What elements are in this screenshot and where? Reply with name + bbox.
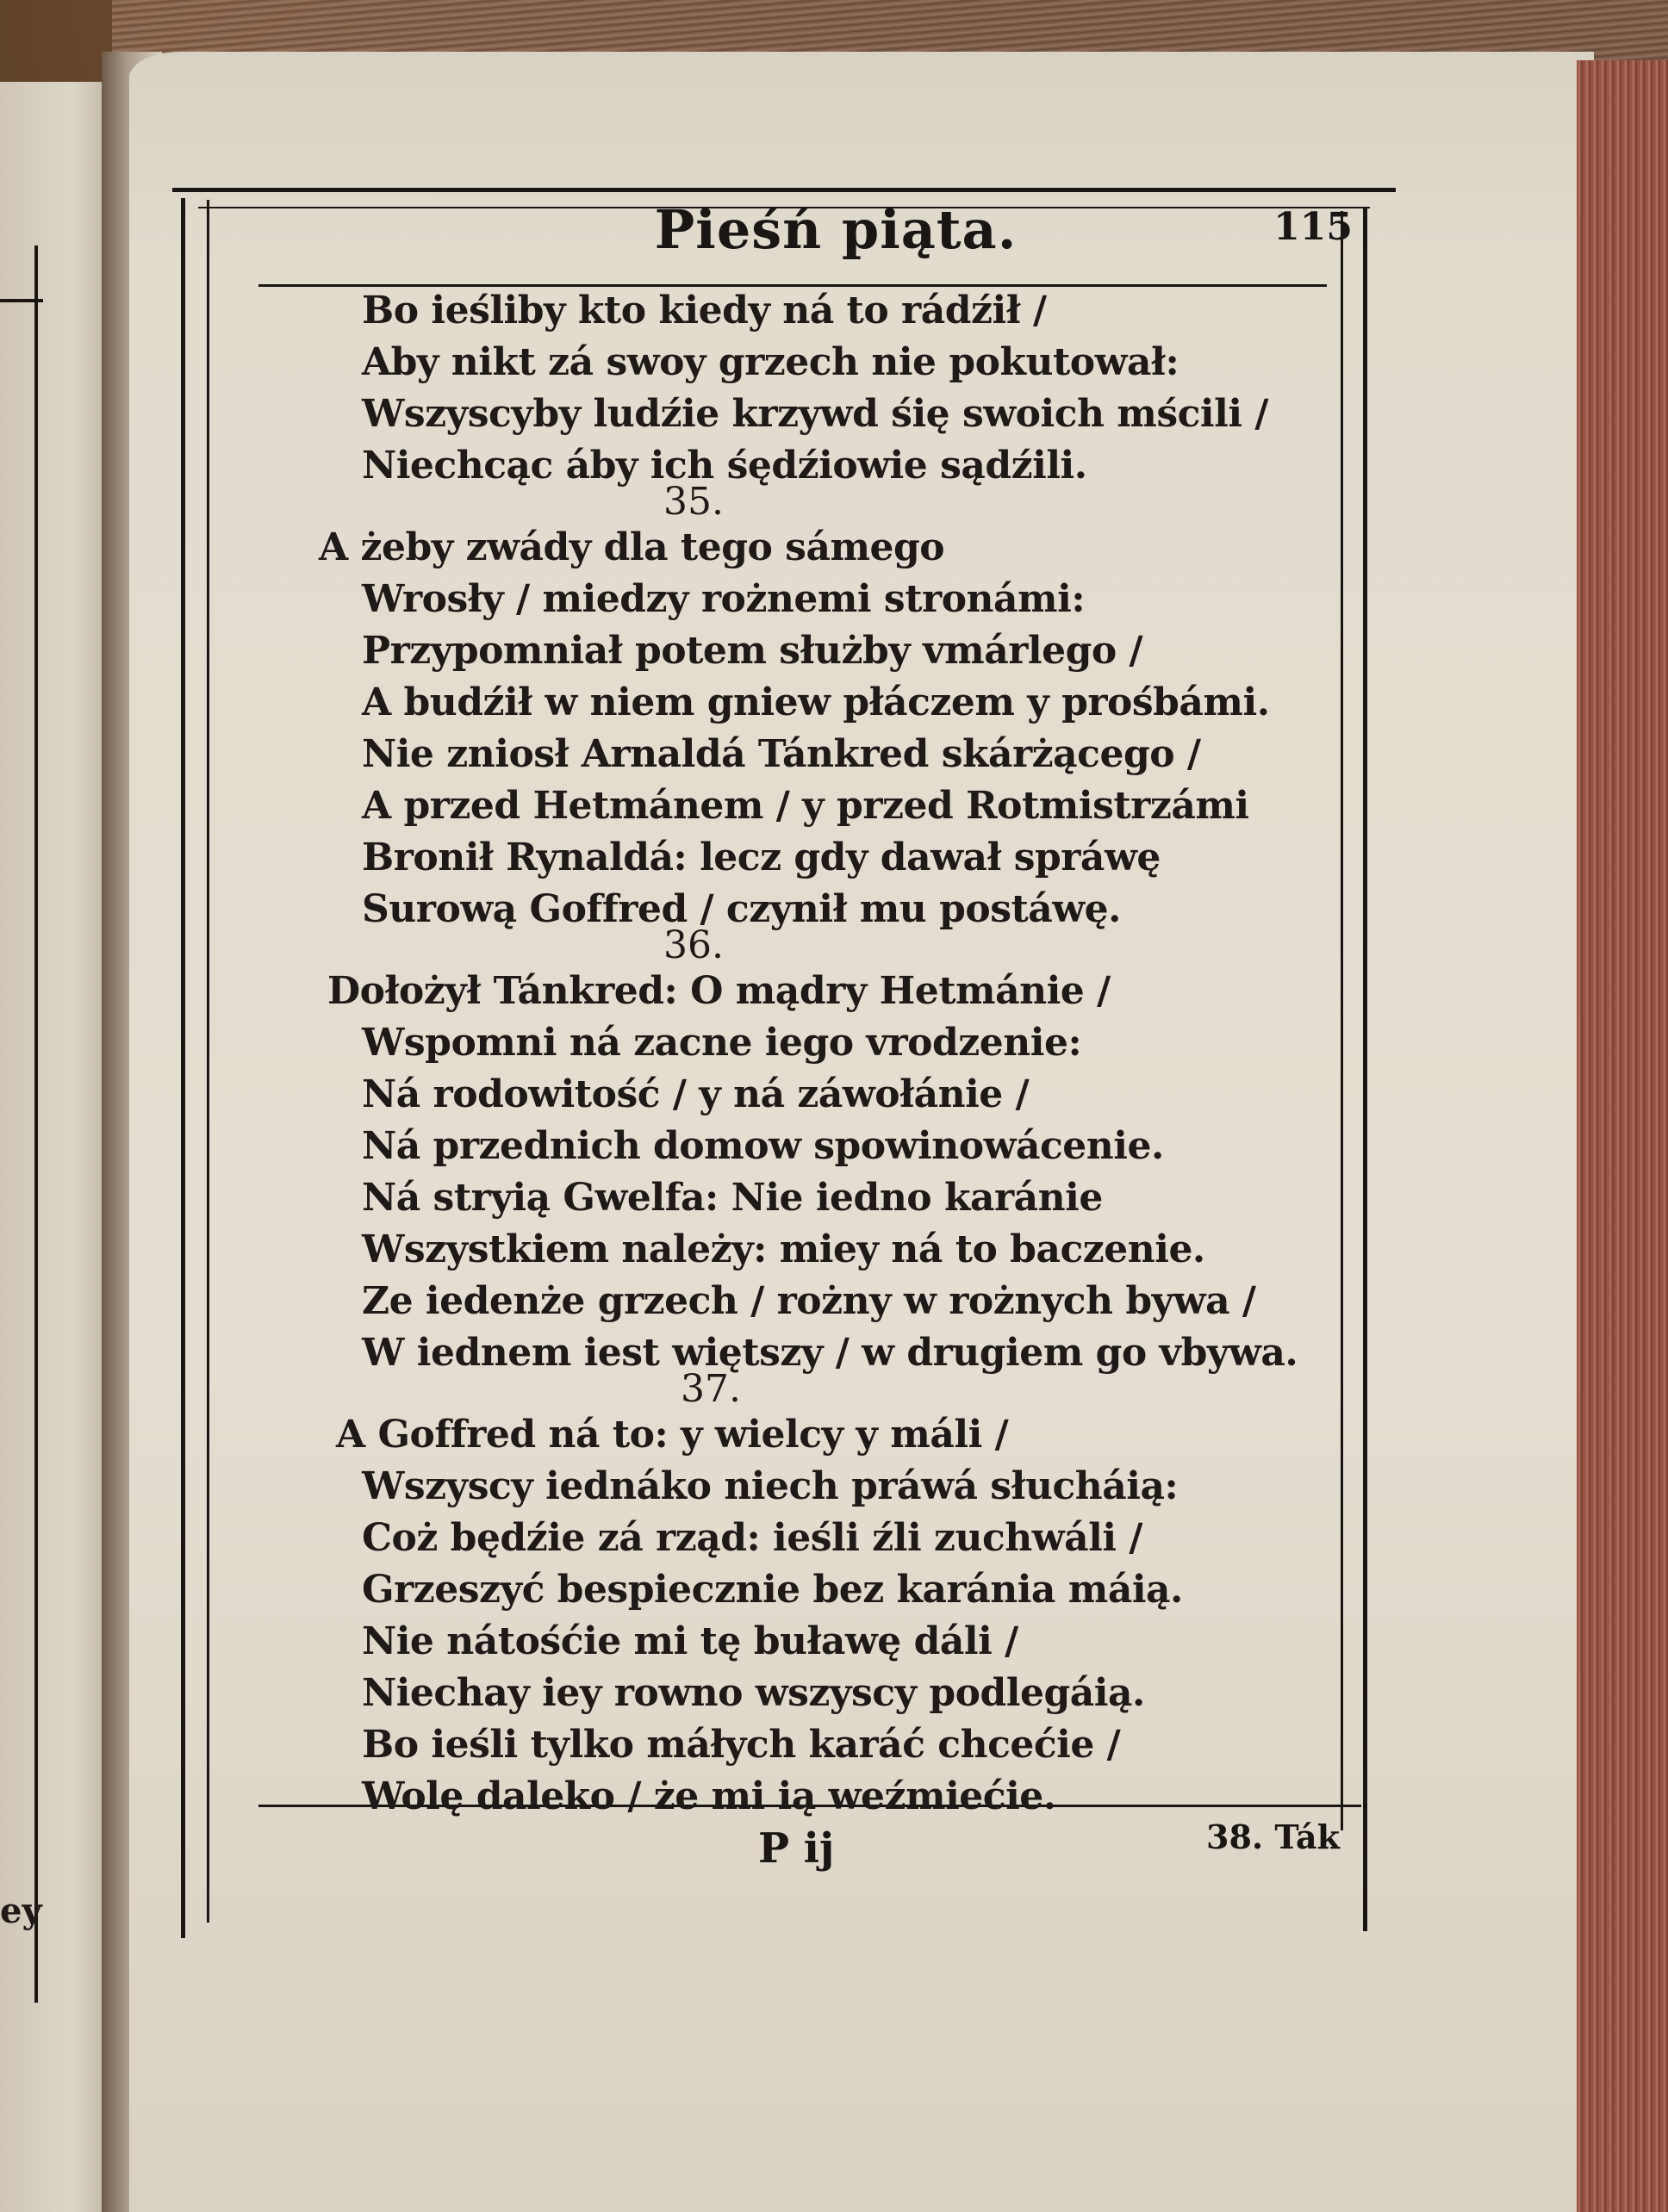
verse-line: W iednem iest więtszy / w drugiem go vbywa.: [362, 1331, 1298, 1375]
verse-line: Niechay iey rowno wszyscy podlegáią.: [362, 1671, 1145, 1715]
verse-line: Aby nikt zá swoy grzech nie pokutował:: [362, 340, 1179, 384]
page-title: Pieśń piąta.: [654, 198, 1018, 261]
stanza-number: 36.: [663, 923, 724, 967]
verse-line: Nie nátośćie mi tę buławę dáli /: [362, 1619, 1018, 1663]
verse-line: Dołożył Tánkred: O mądry Hetmánie /: [327, 969, 1111, 1013]
verse-line: Wolę daleko / że mi ią weźmiećie.: [362, 1774, 1056, 1818]
left-page-rule: [0, 299, 43, 302]
frame-left-outer: [181, 198, 185, 1938]
left-page-frame: [34, 245, 38, 2003]
verse-line: A budźił w niem gniew płáczem y prośbámi.: [362, 680, 1270, 724]
header-underline: [258, 284, 1327, 287]
catchword: 38. Ták: [1206, 1817, 1340, 1856]
running-head: [258, 198, 1353, 267]
verse-line: Coż będźie zá rząd: ieśli źli zuchwáli /: [362, 1516, 1142, 1560]
verse-line: Nie zniosł Arnaldá Tánkred skárżącego /: [362, 732, 1201, 776]
verse-line: A przed Hetmánem / y przed Rotmistrzámi: [362, 784, 1249, 828]
frame-right-inner: [1341, 211, 1343, 1830]
verse-line: Ná przednich domow spowinowácenie.: [362, 1124, 1164, 1168]
stanza-number: 37.: [681, 1367, 741, 1411]
signature-mark: P ij: [758, 1824, 835, 1873]
verse-line: Surową Goffred / czynił mu postáwę.: [362, 887, 1121, 931]
verse-line: A Goffred ná to: y wielcy y máli /: [336, 1413, 1009, 1457]
verse-line: Wspomni ná zacne iego vrodzenie:: [362, 1021, 1082, 1065]
verse-line: Wszyscyby ludźie krzywd śię swoich mścili /: [362, 392, 1268, 436]
verse-line: Wrosły / miedzy rożnemi stronámi:: [362, 577, 1086, 621]
frame-top-rule: [172, 188, 1396, 192]
verse-line: Ná stryią Gwelfa: Nie iedno karánie: [362, 1176, 1103, 1220]
verse-line: Grzeszyć bespiecznie bez karánia máią.: [362, 1568, 1183, 1612]
verse-line: Bo ieśliby kto kiedy ná to rádźił /: [362, 289, 1047, 332]
verse-line: Wszystkiem należy: miey ná to baczenie.: [362, 1227, 1205, 1271]
verse-line: A żeby zwády dla tego sámego: [319, 525, 945, 569]
frame-left-inner: [207, 200, 209, 1923]
verse-line: Przypomniał potem służby vmárlego /: [362, 629, 1143, 673]
verse-line: Niechcąc áby ich śędźiowie sądźili.: [362, 444, 1087, 488]
verse-line: Ze iedenże grzech / rożny w rożnych bywa /: [362, 1279, 1256, 1323]
left-page-text-fragment: ey: [0, 1891, 42, 1931]
verse-line: Bo ieśli tylko máłych karáć chcećie /: [362, 1723, 1121, 1767]
page-number: 115: [1273, 205, 1353, 249]
page-edges: [1577, 60, 1668, 2212]
verse-line: Bronił Rynaldá: lecz gdy dawał spráwę: [362, 836, 1161, 879]
verse-line: Ná rodowitość / y ná záwołánie /: [362, 1072, 1030, 1116]
verse-line: Wszyscy iednáko niech práwá słucháią:: [362, 1464, 1179, 1508]
stanza-number: 35.: [663, 480, 724, 524]
frame-right-outer: [1363, 208, 1367, 1931]
